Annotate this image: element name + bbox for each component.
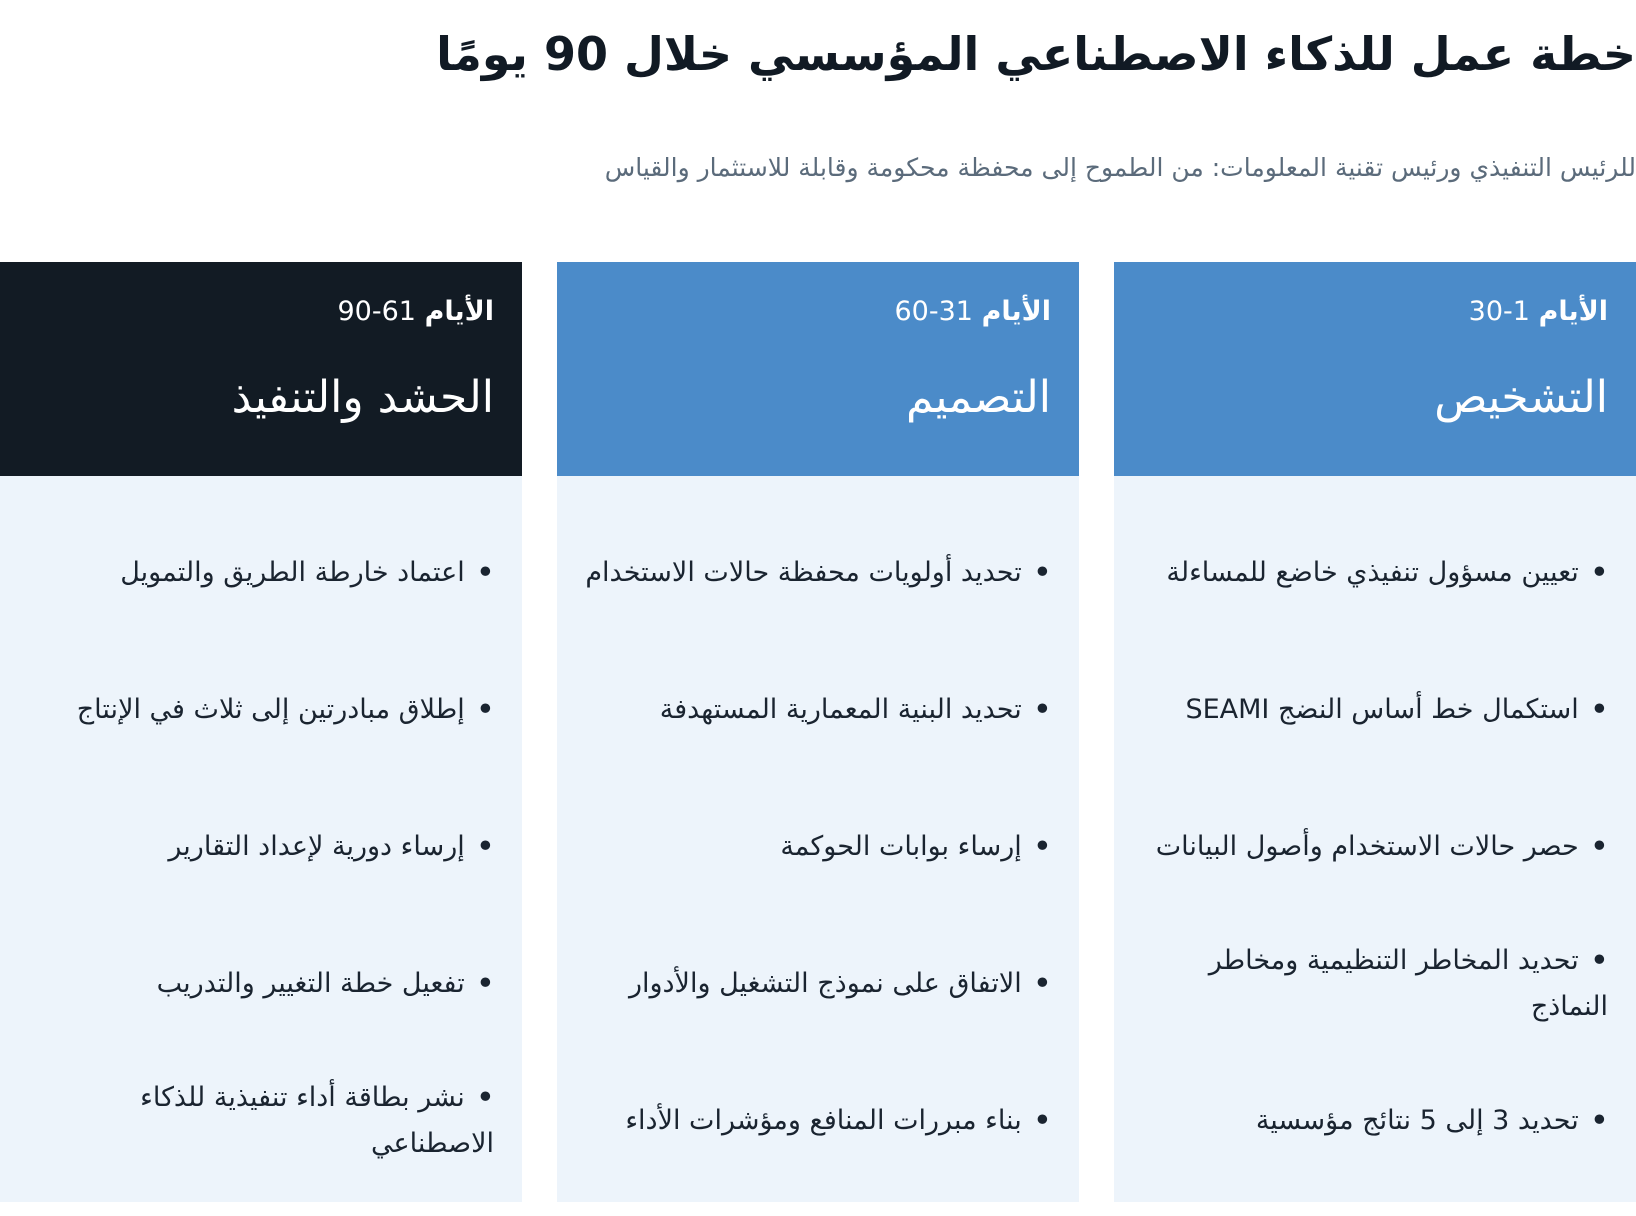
- phase-days: [28, 292, 494, 332]
- list-item: [28, 778, 494, 915]
- item-text: تحديد المخاطر التنظيمية ومخاطر النماذج: [1208, 944, 1608, 1022]
- bullet-icon: •: [476, 556, 494, 588]
- bullet-icon: •: [1033, 693, 1051, 725]
- item-text: إرساء دورية لإعداد التقارير: [168, 830, 465, 862]
- days-label: الأيام: [1538, 296, 1608, 327]
- bullet-icon: •: [476, 830, 494, 862]
- item-text: تفعيل خطة التغيير والتدريب: [156, 967, 465, 999]
- list-item: [585, 504, 1051, 641]
- item-text: الاتفاق على نموذج التشغيل والأدوار: [628, 967, 1022, 999]
- item-text: بناء مبررات المنافع ومؤشرات الأداء: [625, 1104, 1022, 1136]
- bullet-icon: •: [1033, 1104, 1051, 1136]
- days-label: الأيام: [981, 296, 1051, 327]
- days-range: 31-60: [894, 296, 973, 327]
- item-text: حصر حالات الاستخدام وأصول البيانات: [1155, 830, 1579, 862]
- bullet-icon: •: [1033, 967, 1051, 999]
- phase-column-design: [557, 262, 1079, 1202]
- list-item: [585, 915, 1051, 1052]
- bullet-icon: •: [1590, 944, 1608, 976]
- phase-title: الحشد والتنفيذ: [231, 372, 494, 423]
- list-item: [1142, 641, 1608, 778]
- list-item: [28, 1052, 494, 1189]
- item-text: تحديد البنية المعمارية المستهدفة: [659, 693, 1022, 725]
- page-subtitle: للرئيس التنفيذي ورئيس تقنية المعلومات: من الطموح إلى محفظة محكومة وقابلة للاستثمار والقياس: [604, 153, 1636, 182]
- phase-title: التصميم: [905, 372, 1051, 423]
- list-item: [28, 641, 494, 778]
- phase-items: [0, 476, 522, 1189]
- phase-column-diagnosis: [1114, 262, 1636, 1202]
- phase-days: [1142, 292, 1608, 332]
- days-label: الأيام: [424, 296, 494, 327]
- list-item: [1142, 504, 1608, 641]
- item-text: إطلاق مبادرتين إلى ثلاث في الإنتاج: [76, 693, 465, 725]
- list-item: [1142, 1052, 1608, 1189]
- list-item: [1142, 778, 1608, 915]
- phase-title: التشخيص: [1434, 372, 1608, 423]
- bullet-icon: •: [1590, 693, 1608, 725]
- list-item: [1142, 915, 1608, 1052]
- phase-items: [557, 476, 1079, 1189]
- bullet-icon: •: [1590, 1104, 1608, 1136]
- bullet-icon: •: [1590, 556, 1608, 588]
- list-item: [585, 641, 1051, 778]
- phase-columns: [0, 262, 1636, 1202]
- bullet-icon: •: [1033, 830, 1051, 862]
- item-text: إرساء بوابات الحوكمة: [780, 830, 1022, 862]
- phase-items: [1114, 476, 1636, 1189]
- days-range: 1-30: [1468, 296, 1530, 327]
- item-text: تحديد 3 إلى 5 نتائج مؤسسية: [1255, 1104, 1579, 1136]
- list-item: [28, 915, 494, 1052]
- item-text: اعتماد خارطة الطريق والتمويل: [120, 556, 465, 588]
- list-item: [585, 778, 1051, 915]
- bullet-icon: •: [476, 693, 494, 725]
- item-text: تحديد أولويات محفظة حالات الاستخدام: [585, 556, 1022, 588]
- phase-header: [0, 262, 522, 476]
- phase-header: [1114, 262, 1636, 476]
- bullet-icon: •: [1590, 830, 1608, 862]
- list-item: [585, 1052, 1051, 1189]
- bullet-icon: •: [476, 1081, 494, 1113]
- days-range: 61-90: [337, 296, 416, 327]
- phase-days: [585, 292, 1051, 332]
- bullet-icon: •: [476, 967, 494, 999]
- list-item: [28, 504, 494, 641]
- phase-column-mobilize: [0, 262, 522, 1202]
- item-text: استكمال خط أساس النضج SEAMI: [1185, 693, 1579, 725]
- phase-header: [557, 262, 1079, 476]
- page-title: خطة عمل للذكاء الاصطناعي المؤسسي خلال 90 يومًا: [436, 27, 1636, 81]
- item-text: نشر بطاقة أداء تنفيذية للذكاء الاصطناعي: [140, 1081, 494, 1159]
- bullet-icon: •: [1033, 556, 1051, 588]
- item-text: تعيين مسؤول تنفيذي خاضع للمساءلة: [1166, 556, 1579, 588]
